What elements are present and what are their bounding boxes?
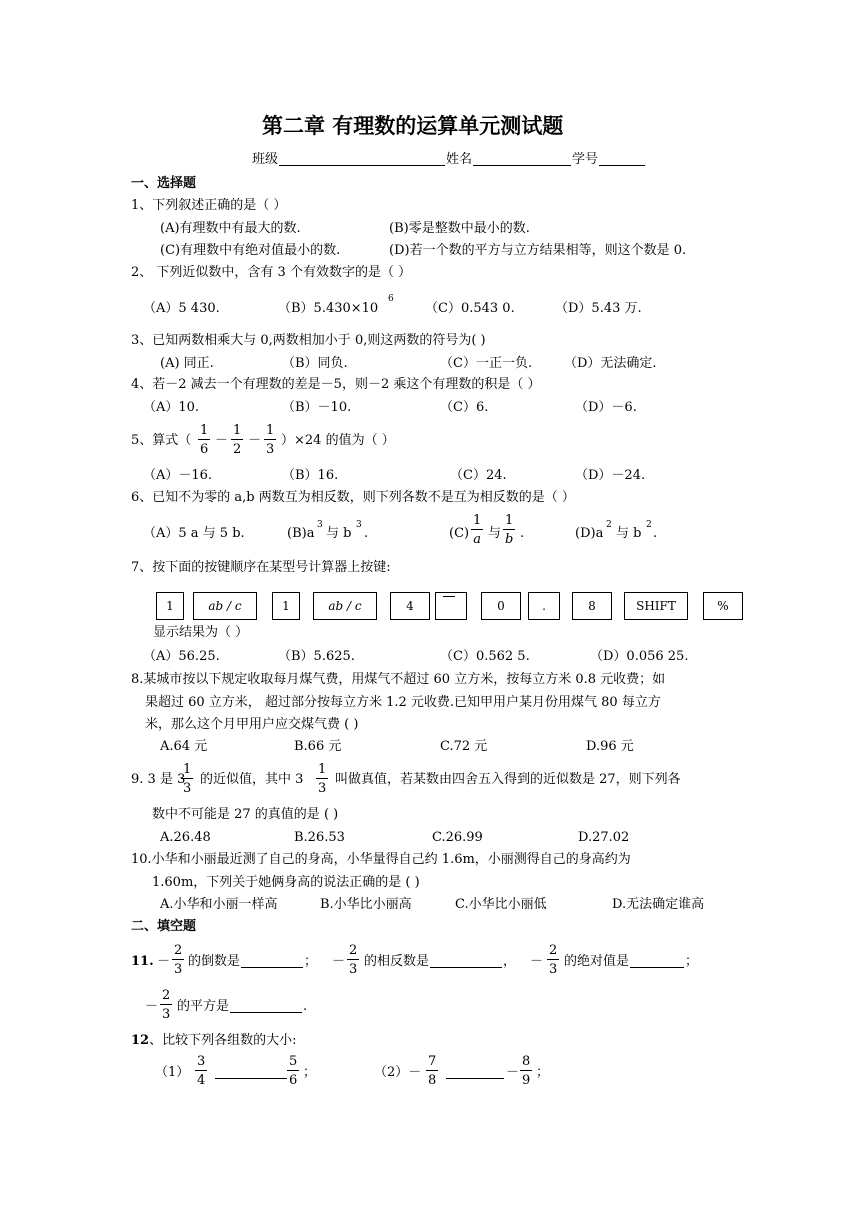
q8-option-a: A.64 元	[160, 739, 208, 754]
q11-minus-2: －	[332, 954, 346, 969]
calc-key-1: 1	[272, 592, 300, 620]
q6-option-c-fraction-2: 1 b	[505, 513, 514, 547]
page-title: 第二章 有理数的运算单元测试题	[262, 114, 564, 138]
q11-fraction-4: 2 3	[162, 988, 171, 1022]
q5-minus-2: －	[248, 433, 262, 448]
q6-option-d-base: (D)a	[575, 526, 604, 541]
q8-line-1: 8.某城市按以下规定收取每月煤气费，用煤气不超过 60 立方米，按每立方米 0.8 元收费；如	[131, 672, 666, 687]
q9-line-2: 数中不可能是 27 的真值的是 ( )	[152, 807, 339, 822]
q11-fraction-3: 2 3	[549, 943, 558, 977]
q10-option-c: C.小华比小丽低	[455, 897, 547, 912]
calc-key-ab-c: ab / c	[313, 592, 377, 620]
q1-option-b: (B)零是整数中最小的数.	[389, 221, 530, 236]
q12-part-1-fraction-a: 3 4	[197, 1054, 206, 1088]
q5-fraction-1: 1 6	[200, 423, 209, 457]
q12-part-1-fraction-b: 5 6	[289, 1054, 298, 1088]
calc-key-percent: %	[703, 592, 743, 620]
q5-fraction-2: 1 2	[233, 423, 242, 457]
q3-option-a: (A) 同正.	[160, 356, 214, 371]
q2-option-c: （C）0.543 0.	[425, 301, 515, 316]
q3-option-b: （B）同负.	[282, 356, 348, 371]
q11-minus-1: －	[157, 954, 171, 969]
q6-option-b-base: (B)a	[287, 526, 315, 541]
q3-stem: 3、已知两数相乘大与 0,两数相加小于 0,则这两数的符号为( )	[131, 333, 486, 348]
q9-option-d: D.27.02	[578, 830, 630, 845]
class-label: 班级	[252, 152, 279, 167]
q2-option-b-exponent: 6	[388, 294, 394, 304]
q9-fraction-2: 1 3	[318, 762, 327, 796]
q7-option-a: （A）56.25.	[143, 649, 220, 664]
q6-option-b-exp1: 3	[317, 520, 323, 530]
class-blank[interactable]	[279, 153, 445, 166]
q1-option-d: (D)若一个数的平方与立方结果相等，则这个数是 0.	[389, 243, 687, 258]
q6-option-c-fraction-1: 1 a	[473, 513, 482, 547]
q6-option-b-mid: 与 b	[326, 526, 352, 541]
q4-option-c: （C）6.	[440, 400, 489, 415]
calc-key-decimal-point: .	[528, 592, 560, 620]
q9-line-1b: 的近似值，其中 3	[200, 772, 304, 787]
section-choice-heading: 一、选择题	[131, 176, 197, 191]
q9-fraction-1: 1 3	[183, 762, 192, 796]
q11-absolute-part: 的绝对值是 ；	[564, 954, 699, 969]
q12-part-1-label: （1）	[155, 1065, 190, 1080]
q6-option-b-end: .	[364, 526, 369, 541]
q2-option-a: （A）5 430.	[143, 301, 220, 316]
id-label: 学号	[572, 152, 599, 167]
q2-option-d: （D）5.43 万.	[555, 301, 642, 316]
q3-option-d: （D）无法确定.	[564, 356, 657, 371]
q9-line-1a: 9. 3 是 3	[131, 772, 186, 787]
q10-option-d: D.无法确定谁高	[612, 897, 705, 912]
q9-option-c: C.26.99	[432, 830, 483, 845]
q8-line-2: 果超过 60 立方米， 超过部分按每立方米 1.2 元收费.已知甲用户某月份用煤气 80 每立方	[145, 695, 661, 710]
q8-option-b: B.66 元	[294, 739, 342, 754]
student-info-line	[252, 153, 646, 166]
q12-blank-2[interactable]	[446, 1066, 504, 1079]
q12-part-2-blank-wrap	[445, 1066, 505, 1079]
q1-option-a: (A)有理数中有最大的数.	[160, 221, 301, 236]
q4-stem: 4、若－2 减去一个有理数的差是－5，则－2 乘这个有理数的积是（ ）	[131, 377, 541, 392]
calc-key-0: 0	[481, 592, 521, 620]
q9-option-b: B.26.53	[294, 830, 345, 845]
q11-minus-3: －	[530, 954, 544, 969]
q12-part-2-minus: －	[506, 1065, 520, 1080]
q7-result-stem: 显示结果为（ ）	[153, 625, 249, 640]
q5-lead: 5、算式（	[131, 433, 192, 448]
q6-option-c-prefix: (C)	[449, 526, 470, 541]
name-label: 姓名	[446, 152, 473, 167]
q11-blank-square[interactable]	[230, 1000, 302, 1013]
q6-option-a: （A）5 a 与 5 b.	[143, 526, 245, 541]
q11-number: 11.	[131, 954, 154, 969]
calc-key-shift: SHIFT	[624, 592, 688, 620]
q6-option-d-exp1: 2	[606, 520, 612, 530]
q7-option-b: （B）5.625.	[278, 649, 355, 664]
q8-option-d: D.96 元	[586, 739, 634, 754]
q8-line-3: 米，那么这个月甲用户应交煤气费 ( )	[145, 717, 359, 732]
q5-option-a: （A）－16.	[143, 468, 213, 483]
q5-tail: ）×24 的值为（ ）	[281, 433, 395, 448]
q7-option-d: （D）0.056 25.	[590, 649, 689, 664]
q7-stem: 7、按下面的按键顺序在某型号计算器上按键:	[131, 560, 391, 575]
minus-sign-icon	[443, 596, 455, 597]
q11-blank-absolute[interactable]	[630, 955, 684, 968]
q6-option-b-exp2: 3	[356, 520, 362, 530]
q6-option-d-mid: 与 b	[616, 526, 642, 541]
q11-fraction-2: 2 3	[349, 943, 358, 977]
q7-option-c: （C）0.562 5.	[440, 649, 530, 664]
q3-option-c: （C）一正一负.	[440, 356, 533, 371]
q4-option-d: （D）－6.	[575, 400, 637, 415]
q6-option-d-end: .	[653, 526, 658, 541]
q6-stem: 6、已知不为零的 a,b 两数互为相反数，则下列各数不是互为相反数的是（ ）	[131, 490, 575, 505]
q1-stem: 1、下列叙述正确的是（ ）	[131, 198, 287, 213]
q11-reciprocal-part: 的倒数是 ；	[188, 954, 318, 969]
q11-square-part: 的平方是 .	[177, 999, 308, 1014]
q8-option-c: C.72 元	[440, 739, 488, 754]
calc-key-1: 1	[156, 592, 184, 620]
q12-part-1-end: ；	[303, 1065, 317, 1080]
q1-option-c: (C)有理数中有绝对值最小的数.	[160, 243, 341, 258]
q12-part-2-end: ；	[536, 1065, 550, 1080]
q11-minus-4: －	[145, 999, 159, 1014]
q10-option-b: B.小华比小丽高	[320, 897, 412, 912]
q11-blank-reciprocal[interactable]	[241, 955, 303, 968]
q6-option-d-exp2: 2	[646, 520, 652, 530]
q9-option-a: A.26.48	[160, 830, 211, 845]
q10-line-1: 10.小华和小丽最近测了自己的身高，小华量得自己约 1.6m，小丽测得自己的身高约为	[131, 852, 631, 867]
calc-key-ab-c: ab / c	[193, 592, 257, 620]
q12-part-2-label: （2）－	[374, 1065, 422, 1080]
q4-option-a: （A）10.	[143, 400, 200, 415]
calc-key-4: 4	[390, 592, 430, 620]
calc-key-8: 8	[572, 592, 612, 620]
q2-stem: 2、 下列近似数中，含有 3 个有效数字的是（ ）	[131, 265, 412, 280]
q5-option-c: （C）24.	[450, 468, 507, 483]
q12-part-2-fraction-a: 7 8	[428, 1054, 437, 1088]
name-blank[interactable]	[473, 153, 571, 166]
q12-part-1-blank-wrap	[214, 1066, 288, 1079]
section-fill-heading: 二、填空题	[131, 919, 197, 934]
q10-line-2: 1.60m，下列关于她俩身高的说法正确的是 ( )	[152, 875, 420, 890]
q11-blank-opposite[interactable]	[430, 955, 502, 968]
q5-option-d: （D）－24.	[575, 468, 646, 483]
id-blank[interactable]	[599, 153, 645, 166]
q11-opposite-part: 的相反数是 ，	[364, 954, 517, 969]
q6-option-c-mid: 与	[488, 526, 502, 541]
q5-option-b: （B）16.	[282, 468, 339, 483]
q5-fraction-3: 1 3	[266, 423, 275, 457]
q2-option-b: （B）5.430×10	[278, 301, 379, 316]
q10-option-a: A.小华和小丽一样高	[160, 897, 278, 912]
q5-minus-1: －	[215, 433, 229, 448]
q9-line-1c: 叫做真值，若某数由四舍五入得到的近似数是 27，则下列各	[335, 772, 681, 787]
q12-part-2-fraction-b: 8 9	[522, 1054, 531, 1088]
q6-option-c-end: .	[520, 526, 525, 541]
q4-option-b: （B）－10.	[282, 400, 352, 415]
q12-blank-1[interactable]	[215, 1066, 287, 1079]
q11-fraction-1: 2 3	[174, 943, 183, 977]
q12-stem-line: 12、比较下列各组数的大小:	[131, 1033, 297, 1048]
